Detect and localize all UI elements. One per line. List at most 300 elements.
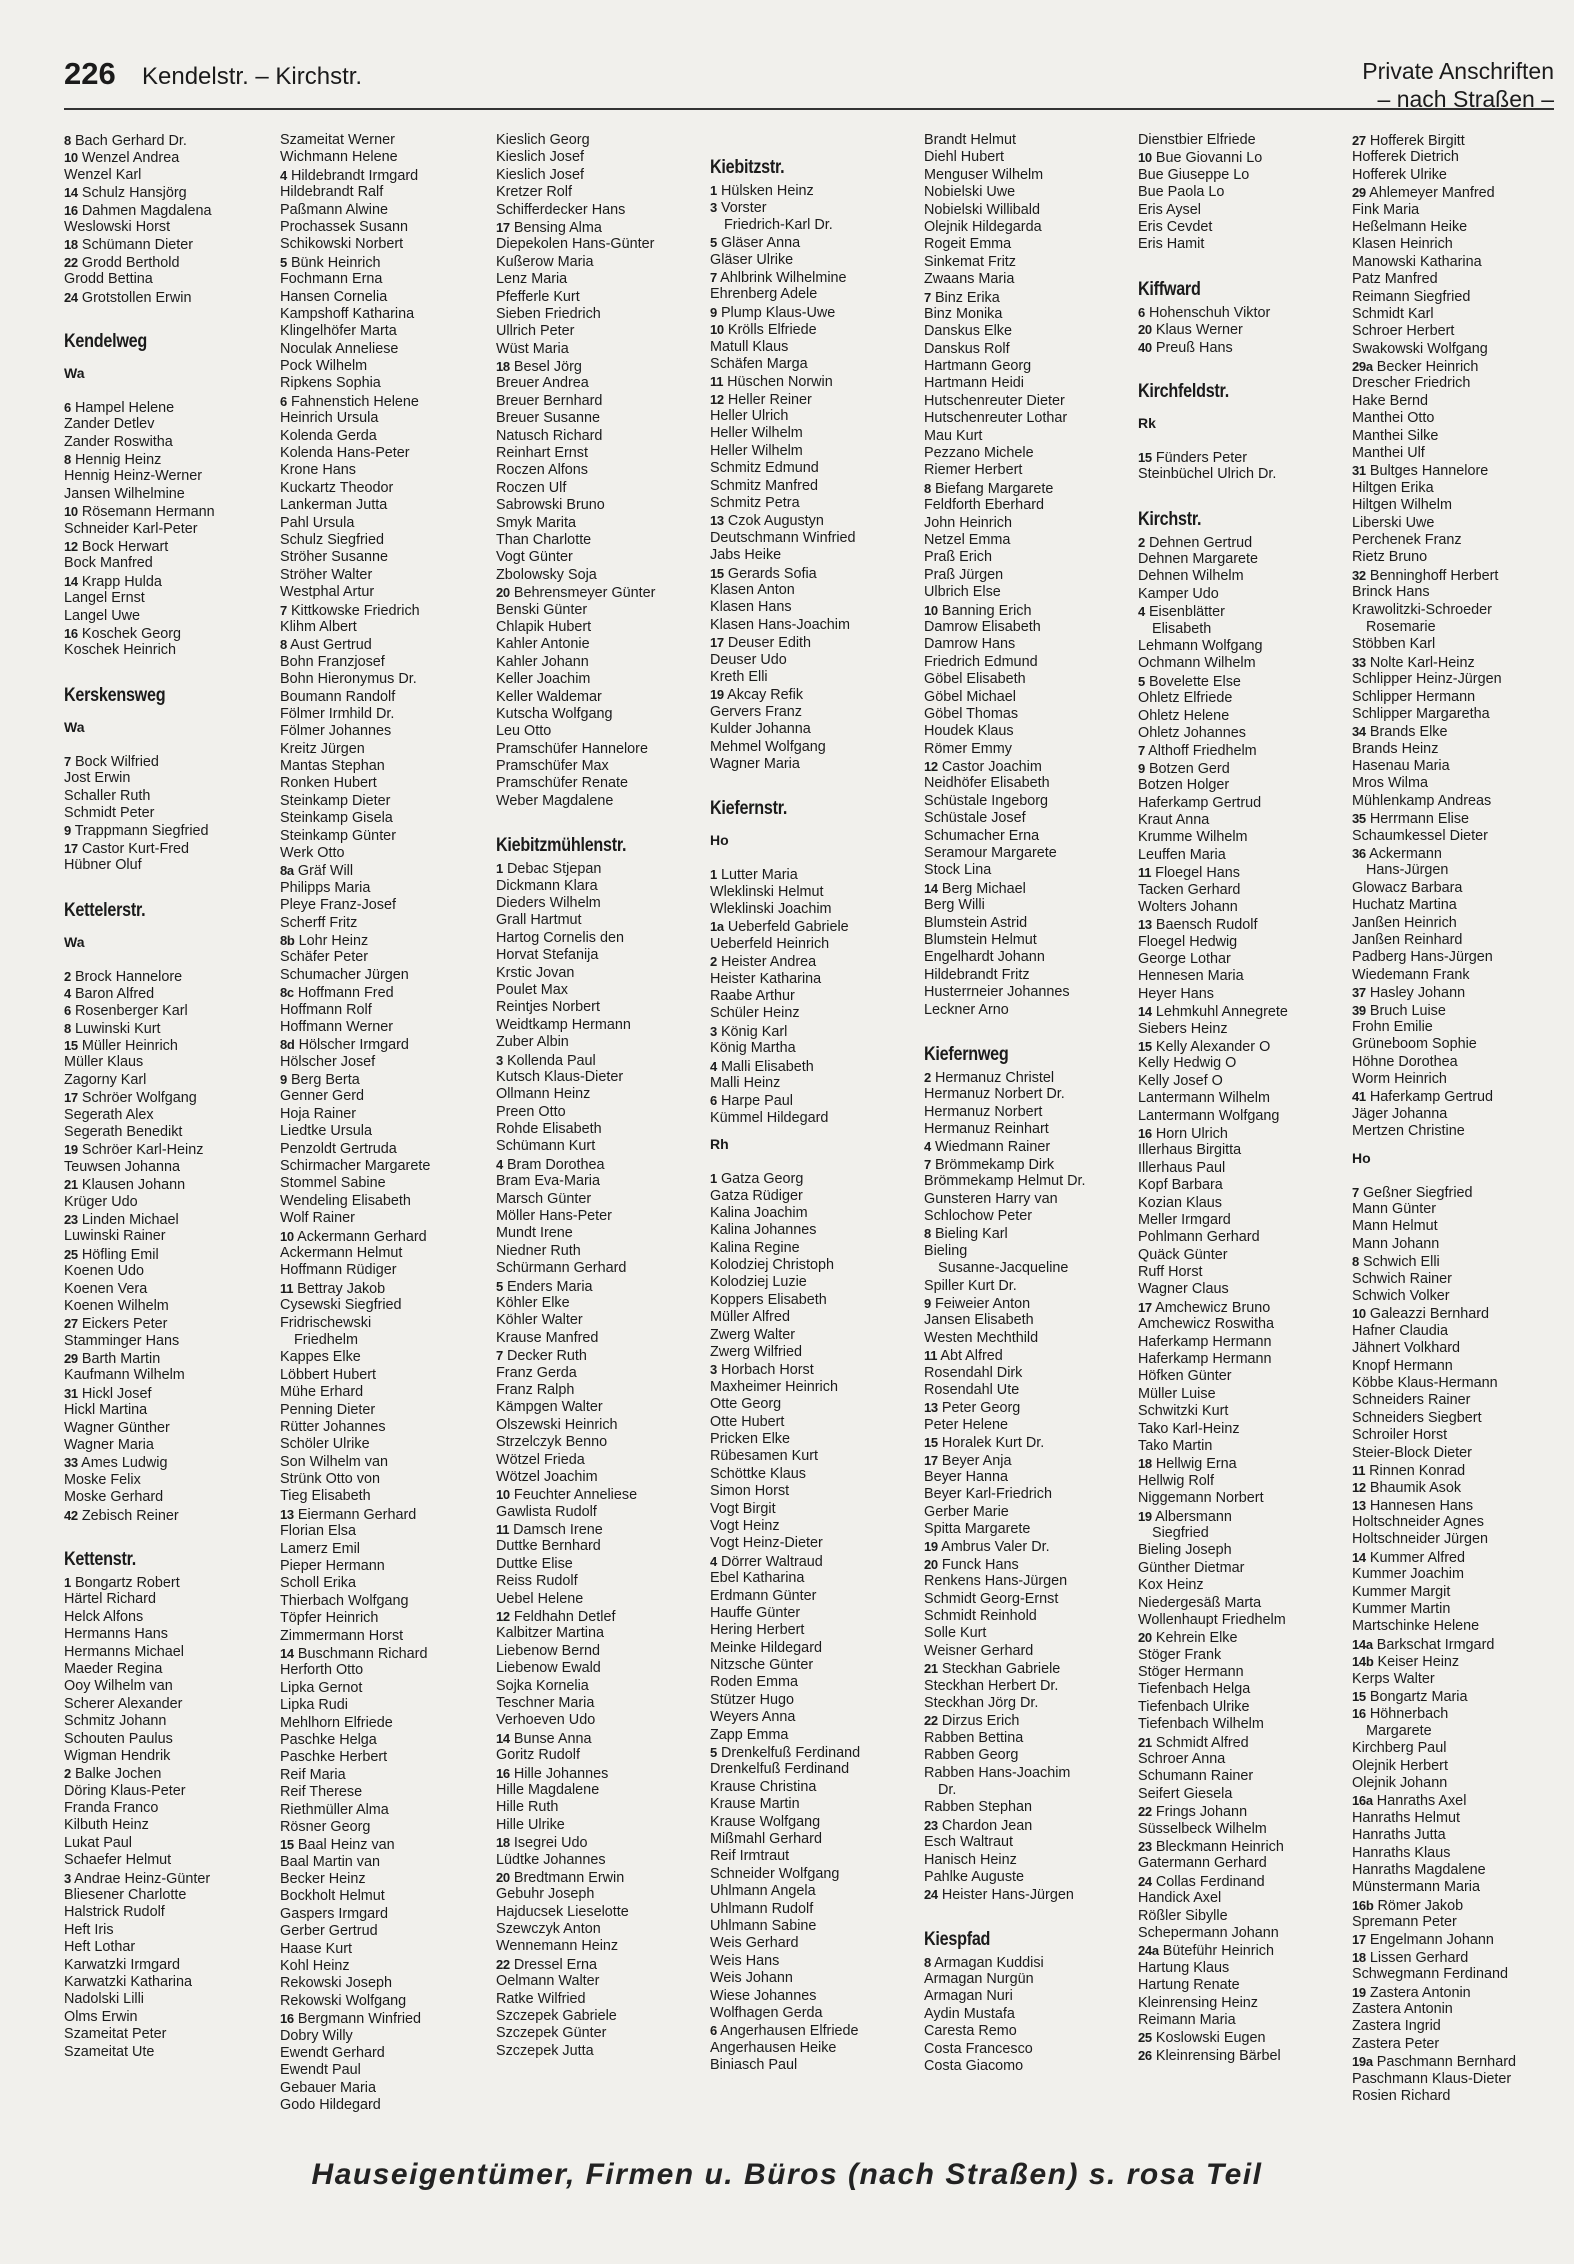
- house-number: 29: [64, 1351, 78, 1367]
- resident-entry: Kopf Barbara: [1138, 1177, 1223, 1194]
- house-number: 13: [280, 1506, 294, 1522]
- house-number: 8c: [280, 985, 294, 1001]
- resident-entry: Glowacz Barbara: [1352, 879, 1463, 896]
- resident-entry: Kummer Joachim: [1352, 1566, 1464, 1583]
- resident-entry: Schlipper Margaretha: [1352, 705, 1490, 722]
- resident-entry: 11 Abt Alfred: [924, 1348, 1003, 1365]
- resident-entry: 1a Ueberfeld Gabriele: [710, 919, 849, 936]
- resident-entry: Steier-Block Dieter: [1352, 1444, 1472, 1461]
- resident-entry: Müller Klaus: [64, 1054, 144, 1071]
- resident-entry: Martschinke Helene: [1352, 1618, 1480, 1635]
- resident-entry: Kraut Anna: [1138, 811, 1210, 828]
- resident-entry: Jansen Wilhelmine: [64, 485, 185, 502]
- resident-entry: Uhlmann Rudolf: [710, 1900, 814, 1917]
- resident-entry: Krause Christina: [710, 1778, 817, 1795]
- house-number: 1: [710, 183, 717, 198]
- resident-entry: Kolenda Gerda: [280, 427, 377, 444]
- resident-entry: 4 Baron Alfred: [64, 985, 155, 1002]
- resident-entry: 42 Zebisch Reiner: [64, 1507, 179, 1524]
- resident-entry: Wolters Johann: [1138, 898, 1238, 915]
- house-number: 14: [924, 880, 938, 896]
- house-number: 9: [280, 1072, 287, 1088]
- house-number: 8: [64, 1020, 71, 1036]
- resident-entry: Penning Dieter: [280, 1401, 376, 1418]
- resident-entry: 10 Banning Erich: [924, 602, 1032, 619]
- resident-entry: Schneider Wolfgang: [710, 1865, 840, 1882]
- resident-entry: Lehmann Wolfgang: [1138, 638, 1263, 655]
- resident-entry: Armagan Nurgün: [924, 1971, 1034, 1988]
- resident-entry: 9 Feiweier Anton: [924, 1296, 1031, 1312]
- resident-entry: Hartung Klaus: [1138, 1959, 1230, 1976]
- house-number: 42: [64, 1507, 78, 1523]
- resident-entry: Hoffmann Rüdiger: [280, 1262, 397, 1279]
- resident-entry: 36 Ackermann: [1352, 846, 1442, 863]
- resident-entry: Goritz Rudolf: [496, 1747, 580, 1764]
- house-number: 15: [924, 1435, 938, 1451]
- resident-entry: Wagner Maria: [710, 755, 800, 772]
- house-number: 6: [1138, 304, 1145, 320]
- resident-entry: Costa Giacomo: [924, 2058, 1024, 2075]
- resident-entry: 23 Bleckmann Heinrich: [1138, 1838, 1284, 1855]
- house-number: 25: [1138, 2030, 1152, 2046]
- resident-entry: Schaumkessel Dieter: [1352, 827, 1488, 844]
- house-number: 36: [1352, 846, 1366, 862]
- resident-entry: Schroer Herbert: [1352, 323, 1455, 340]
- resident-entry: Duttke Elise: [496, 1555, 573, 1572]
- resident-entry: Ollmann Heinz: [496, 1086, 591, 1103]
- resident-entry: 18 Hellwig Erna: [1138, 1456, 1237, 1473]
- resident-entry: Kalina Regine: [710, 1239, 800, 1256]
- resident-entry: Münstermann Maria: [1352, 1879, 1480, 1896]
- house-number: 5: [710, 1745, 717, 1761]
- resident-entry: Müller Alfred: [710, 1309, 790, 1326]
- resident-entry: 8 Schwich Elli: [1352, 1254, 1440, 1271]
- resident-entry: Tacken Gerhard: [1138, 881, 1241, 898]
- resident-entry: Krause Martin: [710, 1796, 800, 1813]
- resident-entry: 4 Dörrer Waltraud: [710, 1553, 823, 1570]
- resident-entry: Rabben Stephan: [924, 1799, 1033, 1816]
- resident-entry: Aydin Mustafa: [924, 2005, 1015, 2022]
- resident-entry: 16 Koschek Georg: [64, 625, 182, 642]
- resident-entry: 41 Haferkamp Gertrud: [1352, 1089, 1494, 1106]
- resident-entry: Römer Emmy: [924, 740, 1012, 757]
- house-number: 13: [1138, 917, 1152, 933]
- resident-entry: Süsselbeck Wilhelm: [1138, 1820, 1267, 1837]
- house-number: 24: [1138, 1873, 1152, 1889]
- resident-entry: 18 Isegrei Udo: [496, 1835, 588, 1852]
- resident-entry: Hansen Cornelia: [280, 288, 388, 305]
- house-number: 1: [496, 861, 503, 877]
- resident-entry: Heft Iris: [64, 1921, 114, 1938]
- resident-entry: Hofferek Ulrike: [1352, 166, 1447, 183]
- house-number: 5: [280, 254, 287, 270]
- resident-entry: Menguser Wilhelm: [924, 166, 1044, 183]
- resident-entry: Ochmann Wilhelm: [1138, 655, 1256, 672]
- resident-entry: Rösner Georg: [280, 1818, 371, 1835]
- resident-entry: Gläser Ulrike: [710, 251, 794, 268]
- resident-entry: 20 Bredtmann Erwin: [496, 1869, 625, 1886]
- resident-entry: Hanraths Helmut: [1352, 1809, 1460, 1826]
- resident-entry: 6 Fahnenstich Helene: [280, 393, 419, 410]
- house-number: 14: [64, 573, 78, 589]
- resident-entry: Worm Heinrich: [1352, 1071, 1447, 1088]
- resident-entry: 32 Benninghoff Herbert: [1352, 567, 1499, 584]
- district-code: Rh: [710, 1136, 729, 1153]
- resident-entry: Luwinski Rainer: [64, 1228, 166, 1245]
- resident-entry: Armagan Nuri: [924, 1988, 1013, 2005]
- house-number: 10: [710, 322, 724, 338]
- resident-entry: Segerath Benedikt: [64, 1124, 183, 1141]
- resident-entry: Pezzano Michele: [924, 445, 1034, 462]
- resident-entry: Scholl Erika: [280, 1575, 356, 1592]
- resident-entry: Niedergesäß Marta: [1138, 1594, 1262, 1611]
- resident-entry: Kieslich Georg: [496, 132, 590, 148]
- resident-entry: Padberg Hans-Jürgen: [1352, 949, 1493, 966]
- resident-entry: Schümann Kurt: [496, 1138, 596, 1155]
- resident-entry: Illerhaus Birgitta: [1138, 1142, 1242, 1159]
- resident-entry: Zastera Antonin: [1352, 2001, 1453, 2018]
- resident-entry: Schwegmann Ferdinand: [1352, 1966, 1508, 1983]
- resident-entry: 1 Bongartz Robert: [64, 1575, 180, 1591]
- resident-entry: 4 Wiedmann Rainer: [924, 1139, 1051, 1156]
- house-number: 25: [64, 1246, 78, 1262]
- house-number: 7: [710, 269, 717, 285]
- resident-entry: Reif Therese: [280, 1784, 363, 1801]
- page-street-range: Kendelstr. – Kirchstr.: [142, 63, 363, 90]
- house-number: 15: [710, 565, 724, 581]
- resident-entry: 18 Lissen Gerhard: [1352, 1949, 1469, 1966]
- resident-entry: Pohlmann Gerhard: [1138, 1229, 1260, 1246]
- resident-entry: Steinbüchel Ulrich Dr.: [1138, 466, 1277, 483]
- resident-entry: 8 Bieling Karl: [924, 1226, 1008, 1243]
- resident-entry: Rekowski Joseph: [280, 1975, 392, 1992]
- resident-entry: 8c Hoffmann Fred: [280, 985, 394, 1002]
- house-number: 16a: [1352, 1793, 1373, 1809]
- resident-entry: Dieders Wilhelm: [496, 895, 601, 912]
- resident-entry: Wiese Johannes: [710, 1987, 817, 2004]
- resident-entry: Olszewski Heinrich: [496, 1416, 618, 1433]
- directory-column-5: [924, 132, 1136, 2075]
- resident-entry: Wötzel Frieda: [496, 1451, 585, 1468]
- resident-entry: Ullrich Peter: [496, 323, 575, 340]
- resident-entry: Hildebrandt Ralf: [280, 184, 384, 201]
- resident-entry: Sinkemat Fritz: [924, 253, 1016, 270]
- resident-entry: 26 Kleinrensing Bärbel: [1138, 2047, 1281, 2064]
- resident-entry: Schneiders Siegbert: [1352, 1409, 1482, 1426]
- resident-entry: 23 Chardon Jean: [924, 1817, 1033, 1834]
- resident-entry: Netzel Emma: [924, 531, 1011, 548]
- street-heading: Kiespfad: [924, 1928, 991, 1950]
- house-number: 8: [1352, 1254, 1359, 1270]
- resident-entry: Rekowski Wolfgang: [280, 1992, 407, 2009]
- resident-entry: 10 Wenzel Andrea: [64, 150, 180, 167]
- resident-entry: Weslowski Horst: [64, 218, 171, 235]
- resident-entry: Reiss Rudolf: [496, 1573, 578, 1590]
- resident-entry: Schlochow Peter: [924, 1208, 1032, 1225]
- resident-entry: Amchewicz Roswitha: [1138, 1316, 1274, 1333]
- resident-entry: Kolodziej Luzie: [710, 1274, 807, 1291]
- resident-entry: Kappes Elke: [280, 1349, 361, 1366]
- resident-entry: Hutschenreuter Lothar: [924, 410, 1068, 427]
- resident-entry: 29 Ahlemeyer Manfred: [1352, 185, 1495, 202]
- resident-entry: Paschmann Klaus-Dieter: [1352, 2070, 1512, 2087]
- resident-entry: Göbel Thomas: [924, 705, 1019, 722]
- directory-column-7: [1352, 132, 1562, 2105]
- resident-entry: Heßelmann Heike: [1352, 218, 1468, 235]
- resident-entry: Hasenau Maria: [1352, 758, 1450, 775]
- house-number: 19: [924, 1539, 938, 1555]
- resident-entry: Breuer Bernhard: [496, 392, 603, 409]
- resident-entry: Pramschüfer Renate: [496, 775, 628, 792]
- house-number: 12: [1352, 1480, 1366, 1496]
- street-heading: Kettenstr.: [64, 1549, 136, 1570]
- house-number: 6: [64, 1003, 71, 1019]
- resident-entry: Thierbach Wolfgang: [280, 1592, 409, 1609]
- resident-entry: 16 Hille Johannes: [496, 1765, 609, 1782]
- resident-entry: Mau Kurt: [924, 427, 983, 444]
- resident-entry: Hildebrandt Fritz: [924, 966, 1030, 983]
- resident-entry: Pahlke Auguste: [924, 1868, 1025, 1885]
- resident-entry: 3 Vorster: [710, 200, 767, 217]
- resident-entry: Westen Mechthild: [924, 1329, 1039, 1346]
- resident-entry: Zwerg Wilfried: [710, 1344, 802, 1361]
- house-number: 3: [496, 1052, 503, 1068]
- resident-entry: Weidtkamp Hermann: [496, 1016, 631, 1033]
- resident-entry: Weisner Gerhard: [924, 1642, 1034, 1659]
- resident-entry: 16 Horn Ulrich: [1138, 1125, 1228, 1142]
- resident-entry: 19 Ambrus Valer Dr.: [924, 1539, 1050, 1556]
- resident-entry: 7 Brömmekamp Dirk: [924, 1156, 1055, 1173]
- header-rule: [64, 108, 1554, 110]
- house-number: 4: [1138, 604, 1145, 620]
- resident-entry: 3 Kollenda Paul: [496, 1052, 596, 1069]
- resident-entry: Klingelhöfer Marta: [280, 323, 397, 340]
- resident-entry: Fochmann Erna: [280, 271, 383, 288]
- house-number: 16: [280, 2011, 294, 2027]
- resident-entry: Schmitz Edmund: [710, 460, 819, 477]
- resident-entry: Maeder Regina: [64, 1660, 163, 1677]
- house-number: 8: [924, 1954, 931, 1970]
- resident-entry: 13 Eiermann Gerhard: [280, 1506, 417, 1523]
- resident-entry: Stöbben Karl: [1352, 636, 1436, 653]
- resident-entry: Ueberfeld Heinrich: [710, 935, 830, 952]
- resident-entry: Steinkamp Dieter: [280, 792, 391, 809]
- resident-entry: Krawolitzki-Schroeder: [1352, 601, 1492, 618]
- house-number: 2: [710, 954, 717, 970]
- resident-entry: Kerps Walter: [1352, 1670, 1435, 1687]
- resident-entry: Husterrneier Johannes: [924, 984, 1070, 1001]
- resident-entry: Lipka Gernot: [280, 1679, 363, 1696]
- resident-entry: Klasen Hans: [710, 599, 792, 616]
- resident-entry: 7 Binz Erika: [924, 289, 1000, 306]
- resident-entry: Hermanuz Reinhart: [924, 1121, 1049, 1138]
- resident-entry: Diepekolen Hans-Günter: [496, 236, 655, 253]
- resident-entry: Dobry Willy: [280, 2027, 353, 2044]
- resident-entry: 19a Paschmann Bernhard: [1352, 2054, 1516, 2071]
- resident-entry: Hering Herbert: [710, 1622, 805, 1639]
- resident-entry: Caresta Remo: [924, 2023, 1017, 2040]
- resident-entry: 11 Hüschen Norwin: [710, 374, 833, 391]
- resident-entry: Gerber Marie: [924, 1503, 1009, 1520]
- resident-entry: Schumacher Jürgen: [280, 966, 409, 983]
- resident-entry: Hanraths Jutta: [1352, 1827, 1446, 1844]
- resident-entry: Krause Manfred: [496, 1329, 599, 1346]
- house-number: 8: [924, 480, 931, 496]
- resident-entry: Helck Alfons: [64, 1608, 144, 1625]
- resident-entry: Schirmacher Margarete: [280, 1158, 431, 1175]
- resident-entry: Cysewski Siegfried: [280, 1297, 402, 1314]
- house-number: 15: [280, 1837, 294, 1853]
- resident-entry: Liberski Uwe: [1352, 514, 1435, 531]
- resident-entry: 8 Aust Gertrud: [280, 637, 372, 654]
- resident-entry: 20 Behrensmeyer Günter: [496, 585, 656, 602]
- resident-entry: 14 Schulz Hansjörg: [64, 185, 187, 202]
- house-number: 33: [1352, 654, 1366, 670]
- resident-entry: Fridrischewski: [280, 1314, 372, 1331]
- resident-entry: Segerath Alex: [64, 1106, 154, 1123]
- resident-entry: Kutsch Klaus-Dieter: [496, 1068, 624, 1085]
- resident-entry: Olejnik Johann: [1352, 1774, 1448, 1791]
- house-number: 13: [1352, 1497, 1366, 1513]
- resident-entry: Wolfhagen Gerda: [710, 2004, 823, 2021]
- resident-entry: 10 Feuchter Anneliese: [496, 1487, 638, 1504]
- resident-entry: Kieslich Josef: [496, 166, 584, 183]
- resident-entry: John Heinrich: [924, 514, 1012, 531]
- resident-entry: Riethmüller Alma: [280, 1801, 389, 1818]
- resident-entry: Kleinrensing Heinz: [1138, 1994, 1258, 2011]
- resident-entry: Reif Maria: [280, 1766, 346, 1783]
- street-heading: Kerskensweg: [64, 684, 166, 706]
- resident-entry: Ratke Wilfried: [496, 1990, 586, 2007]
- resident-entry: Kämpgen Walter: [496, 1399, 603, 1416]
- resident-entry: Schwich Rainer: [1352, 1270, 1452, 1287]
- resident-entry: Eris Aysel: [1138, 201, 1201, 218]
- resident-entry: Mundt Irene: [496, 1225, 573, 1242]
- house-number: 20: [1138, 322, 1152, 338]
- resident-entry: 10 Galeazzi Bernhard: [1352, 1306, 1490, 1323]
- resident-entry: Karwatzki Katharina: [64, 1973, 192, 1990]
- resident-entry: Gatermann Gerhard: [1138, 1855, 1267, 1872]
- house-number: 7: [1138, 743, 1145, 759]
- resident-entry: Heller Wilhelm: [710, 442, 803, 459]
- resident-entry: Schmitz Petra: [710, 495, 800, 512]
- house-number: 14a: [1352, 1636, 1373, 1652]
- house-number: 10: [496, 1487, 510, 1503]
- resident-entry: Kahler Johann: [496, 653, 589, 670]
- resident-entry: Zander Roswitha: [64, 433, 173, 450]
- resident-entry: 2 Heister Andrea: [710, 954, 817, 971]
- entry-continuation: Friedhelm: [294, 1331, 358, 1348]
- street-heading: Kiebitzmühlenstr.: [496, 835, 627, 857]
- resident-entry: 21 Klausen Johann: [64, 1177, 186, 1194]
- resident-entry: Klasen Anton: [710, 581, 795, 598]
- resident-entry: Szameitat Werner: [280, 132, 395, 148]
- resident-entry: Wagner Maria: [64, 1437, 154, 1454]
- resident-entry: Paschke Herbert: [280, 1749, 388, 1766]
- house-number: 11: [1352, 1462, 1366, 1478]
- house-number: 16: [1352, 1706, 1366, 1722]
- resident-entry: Steinkamp Günter: [280, 827, 396, 844]
- resident-entry: Renkens Hans-Jürgen: [924, 1573, 1068, 1590]
- house-number: 22: [496, 1956, 510, 1972]
- resident-entry: Simon Horst: [710, 1483, 790, 1500]
- resident-entry: Schäfer Peter: [280, 949, 368, 966]
- resident-entry: 8b Lohr Heinz: [280, 932, 369, 949]
- resident-entry: 4 Malli Elisabeth: [710, 1058, 814, 1075]
- resident-entry: Mühe Erhard: [280, 1384, 364, 1401]
- resident-entry: Seramour Margarete: [924, 845, 1057, 862]
- resident-entry: Ronken Hubert: [280, 775, 377, 792]
- house-number: 9: [710, 304, 717, 320]
- resident-entry: Ooy Wilhelm van: [64, 1678, 173, 1695]
- resident-entry: 16a Hanraths Axel: [1352, 1793, 1467, 1810]
- resident-entry: Zastera Ingrid: [1352, 2018, 1441, 2035]
- resident-entry: 31 Hickl Josef: [64, 1385, 152, 1402]
- resident-entry: Biniasch Paul: [710, 2057, 798, 2074]
- house-number: 16: [1138, 1125, 1152, 1141]
- resident-entry: Neidhöfer Elisabeth: [924, 775, 1050, 792]
- resident-entry: 12 Feldhahn Detlef: [496, 1609, 616, 1626]
- resident-entry: Jost Erwin: [64, 770, 131, 787]
- house-number: 6: [280, 393, 287, 409]
- resident-entry: Angerhausen Heike: [710, 2039, 837, 2056]
- resident-entry: 29 Barth Martin: [64, 1351, 161, 1368]
- house-number: 41: [1352, 1089, 1366, 1105]
- resident-entry: 4 Hildebrandt Irmgard: [280, 167, 419, 184]
- house-number: 8: [280, 637, 287, 653]
- resident-entry: Dehnen Wilhelm: [1138, 568, 1244, 585]
- resident-entry: 16 Bergmann Winfried: [280, 2011, 422, 2028]
- resident-entry: Koenen Vera: [64, 1280, 148, 1297]
- resident-entry: Paßmann Alwine: [280, 201, 388, 218]
- street-heading: Kendelweg: [64, 330, 147, 352]
- resident-entry: Schneiders Rainer: [1352, 1392, 1471, 1409]
- resident-entry: Mißmahl Gerhard: [710, 1830, 822, 1847]
- resident-entry: Uhlmann Angela: [710, 1883, 816, 1900]
- resident-entry: Löbbert Hubert: [280, 1366, 376, 1383]
- resident-entry: Pramschüfer Max: [496, 758, 609, 775]
- resident-entry: Noculak Anneliese: [280, 340, 399, 357]
- resident-entry: Dehnen Margarete: [1138, 551, 1258, 568]
- resident-entry: Benski Günter: [496, 601, 588, 618]
- resident-entry: Matull Klaus: [710, 338, 789, 355]
- resident-entry: Peter Helene: [924, 1416, 1008, 1433]
- resident-entry: 7 Decker Ruth: [496, 1348, 587, 1365]
- resident-entry: Tiefenbach Ulrike: [1138, 1698, 1250, 1715]
- resident-entry: Langel Uwe: [64, 607, 141, 624]
- house-number: 40: [1138, 339, 1152, 355]
- resident-entry: Costa Francesco: [924, 2040, 1033, 2057]
- resident-entry: Sojka Kornelia: [496, 1677, 589, 1694]
- resident-entry: Reif Irmtraut: [710, 1848, 790, 1865]
- street-heading: Kirchfeldstr.: [1138, 380, 1229, 402]
- resident-entry: 8d Hölscher Irmgard: [280, 1037, 409, 1054]
- resident-entry: Steckhan Herbert Dr.: [924, 1677, 1059, 1694]
- resident-entry: Schmidt Georg-Ernst: [924, 1590, 1059, 1607]
- resident-entry: Illerhaus Paul: [1138, 1159, 1226, 1176]
- resident-entry: Grall Hartmut: [496, 912, 582, 929]
- house-number: 23: [924, 1817, 938, 1833]
- house-number: 8b: [280, 932, 295, 948]
- resident-entry: Weis Johann: [710, 1970, 793, 1987]
- resident-entry: Szczepek Günter: [496, 2025, 607, 2042]
- resident-entry: 35 Herrmann Elise: [1352, 811, 1470, 828]
- resident-entry: 7 Kittkowske Friedrich: [280, 602, 420, 619]
- resident-entry: Hartog Cornelis den: [496, 929, 624, 946]
- house-number: 13: [924, 1400, 938, 1416]
- resident-entry: Rößler Sibylle: [1138, 1907, 1228, 1924]
- resident-entry: Fölmer Johannes: [280, 723, 392, 740]
